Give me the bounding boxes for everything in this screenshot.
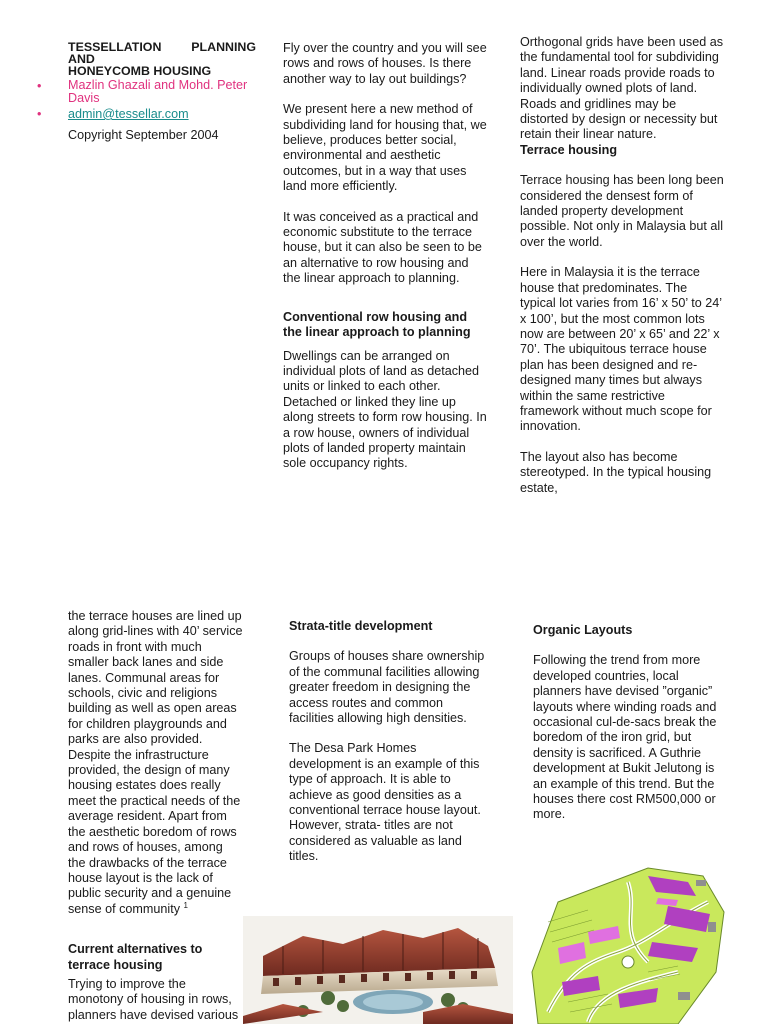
method-paragraph: We present here a new method of subdividing land for housing that, we believe, produces better social, environmental and aesthetic outcomes, but in a way that uses land more efficiently. bbox=[283, 102, 487, 194]
title-line-2: AND bbox=[68, 52, 95, 66]
title-line-3: HONEYCOMB HOUSING bbox=[68, 64, 212, 78]
section-heading-strata: Strata-title development bbox=[289, 619, 433, 633]
drawbacks-text: Despite the infrastructure provided, the design of many housing estates does really meet the practical needs of the average resident. Apart from the aesthetic boredom of rows and rows of houses, among the drawbacks of the terrace house layout is the lack of public security and a genuine sense of community bbox=[68, 747, 241, 916]
section-heading-organic: Organic Layouts bbox=[533, 623, 633, 637]
authors-text: Mazlin Ghazali and Mohd. Peter Davis bbox=[68, 78, 248, 105]
desa-park-aerial-photo bbox=[243, 916, 513, 1024]
title-block bbox=[37, 40, 256, 144]
column-1-bottom bbox=[68, 609, 243, 1023]
title-word-1: TESSELLATION bbox=[68, 40, 162, 54]
section-heading-alternatives: Current alternatives to terrace housing bbox=[68, 942, 203, 972]
section-heading-terrace: Terrace housing bbox=[520, 142, 618, 157]
layout-paragraph: The layout also has become stereotyped. In the typical housing estate, bbox=[520, 449, 712, 495]
column-2-top bbox=[283, 41, 488, 472]
drawbacks-paragraph bbox=[68, 748, 243, 917]
alternatives-paragraph: Trying to improve the monotony of housing in rows, planners have devised various bbox=[68, 976, 239, 1022]
email-item bbox=[37, 107, 256, 122]
copyright-text: Copyright September 2004 bbox=[68, 128, 219, 143]
substitute-paragraph: It was conceived as a practical and economic substitute to the terrace house, but it can also be seen to be an alternative to row housing and the linear approach to planning. bbox=[283, 209, 482, 286]
aerial-photo-illustration bbox=[243, 916, 513, 1024]
column-2-bottom bbox=[289, 619, 489, 865]
strata-paragraph: Groups of houses share ownership of the communal facilities allowing greater freedom in designing the access routes and common facilities allowing high densities. bbox=[289, 649, 485, 726]
dwellings-paragraph: Dwellings can be arranged on individual plots of land as detached units or linked to each other. Detached or linked they line up along streets to form row housing. In a row house, owners of individual plots of landed property maintain sole occupancy rights. bbox=[283, 348, 487, 471]
column-3-top bbox=[520, 35, 725, 496]
email-link[interactable]: admin@tessellar.com bbox=[68, 107, 189, 121]
intro-paragraph: Fly over the country and you will see rows and rows of houses. Is there another way to lay out buildings? bbox=[283, 41, 487, 86]
bukit-jelutong-site-plan bbox=[528, 862, 728, 1024]
author-list bbox=[37, 78, 256, 122]
bullet-icon: • bbox=[37, 107, 42, 121]
bullet-icon: • bbox=[37, 79, 42, 93]
malaysia-paragraph: Here in Malaysia it is the terrace house that predominates. The typical lot varies from 16’ x 50’ to 24’ x 100’, but the most common lots now are between 20’ x 65’ and 22’ x 70’. The ubiquitous terrace house plan has been designed and re-designed many times but always within the same restrictive framework without much scope for innovation. bbox=[520, 265, 722, 434]
grid-lines-paragraph: the terrace houses are lined up along grid-lines with 40’ service roads in front with much smaller back lanes and side lanes. Communal areas for schools, civic and religions building as well as open areas for children playgrounds and parks are also provided. bbox=[68, 609, 243, 747]
section-heading-row-housing: Conventional row housing and the linear approach to planning bbox=[283, 309, 471, 340]
title-word-2: PLANNING bbox=[191, 40, 256, 54]
site-plan-illustration bbox=[528, 862, 728, 1024]
organic-paragraph: Following the trend from more developed countries, local planners have devised ”organic” layouts where winding roads and occasional cul-de-sacs break the boredom of the iron grid, but density is sacrificed. A Guthrie development at Bukit Jelutong is an example of this trend. But the houses there cost RM500,000 or more. bbox=[533, 653, 717, 822]
footnote-marker: 1 bbox=[183, 900, 188, 910]
desa-park-paragraph: The Desa Park Homes development is an example of this type of approach. It is able to achieve as good densities as a conventional terrace house layout. However, strata- titles are not considered as valuable as land titles. bbox=[289, 741, 481, 864]
terrace-paragraph: Terrace housing has been long been considered the densest form of landed property development possible. Not only in Malaysia but all over the world. bbox=[520, 173, 724, 249]
column-3-bottom bbox=[533, 623, 723, 823]
author-item bbox=[37, 78, 256, 105]
document-title bbox=[68, 41, 256, 77]
grids-paragraph: Orthogonal grids have been used as the fundamental tool for subdividing land. Linear roads provide roads to individually owned plots of land. Roads and gridlines may be distorted by design or necessity but retain their linear nature. bbox=[520, 35, 724, 142]
